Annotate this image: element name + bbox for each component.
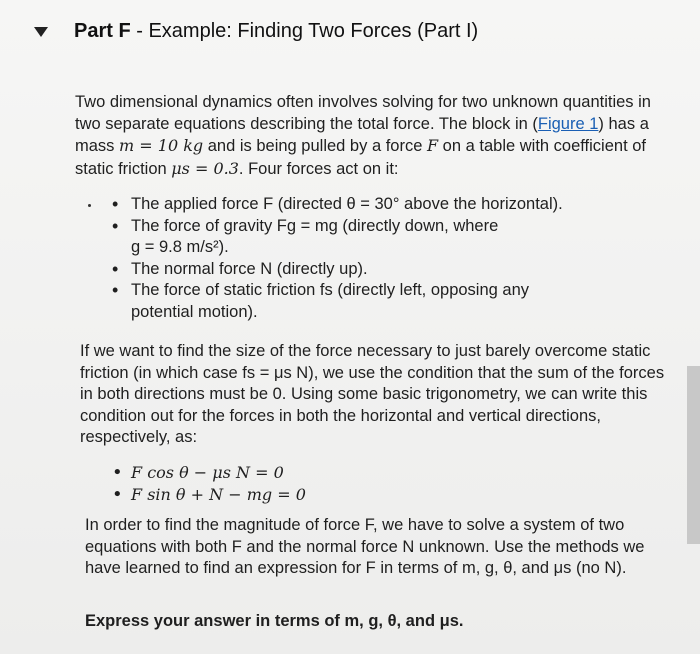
equation-horizontal: • F cos θ − μs N = 0 [112,462,306,484]
intro-text-3: and is being pulled by a force [203,137,427,155]
force-item-friction: • The force of static friction fs (directly left, opposing any [112,280,652,302]
instruction-paragraph: In order to find the magnitude of force F, we have to solve a system of two equations with both F and the normal force N unknown. Use the methods we have learned to find an expression for F in terms of m, g, θ, and μs (no N). [85,516,645,577]
equation-vertical: • F sin θ + N − mg = 0 [112,484,306,506]
force-item-applied: • The applied force F (directed θ = 30° above the horizontal). [112,194,652,216]
answer-prompt: Express your answer in terms of m, g, θ, and μs. [85,612,464,630]
part-title [74,20,478,43]
intro-text-2: ) has a mass [75,114,649,155]
force-item-normal: • The normal force N (directly up). [112,259,652,281]
collapse-triangle-icon[interactable] [34,27,48,37]
force-symbol: F [426,136,439,155]
intro-text-4: on a table with coefficient of static friction [75,137,647,178]
part-title-text: - Example: Finding Two Forces (Part I) [130,20,479,42]
part-label: Part F [74,20,131,42]
mass-expression: m = 10 kg [119,136,204,155]
friction-coefficient-expression: μs = 0.3 [171,158,239,178]
stray-dot [88,204,91,207]
equations-list [112,462,306,506]
intro-text-1: Two dimensional dynamics often involves solving for two unknown quantities in two separate equations describing the total force. The block in ( [75,93,651,133]
force-item-gravity-cont: g = 9.8 m/s²). [131,238,229,256]
intro-text-5: . Four forces act on it: [238,159,399,178]
force-item-gravity: • The force of gravity Fg = mg (directly down, where [112,216,652,238]
scrollbar[interactable] [687,366,700,544]
figure-1-link[interactable]: Figure 1 [537,114,599,133]
intro-paragraph [75,92,665,180]
condition-paragraph: If we want to find the size of the force necessary to just barely overcome static friction (in which case fs = μs N), we use the condition that the sum of the forces in both directions must be 0. Using some basic trigonometry, we can write this condition out for the forces in both the horizontal and vertical directions, respectively, as: [80,342,665,446]
force-item-friction-cont: potential motion). [131,302,258,321]
forces-list [112,194,652,323]
